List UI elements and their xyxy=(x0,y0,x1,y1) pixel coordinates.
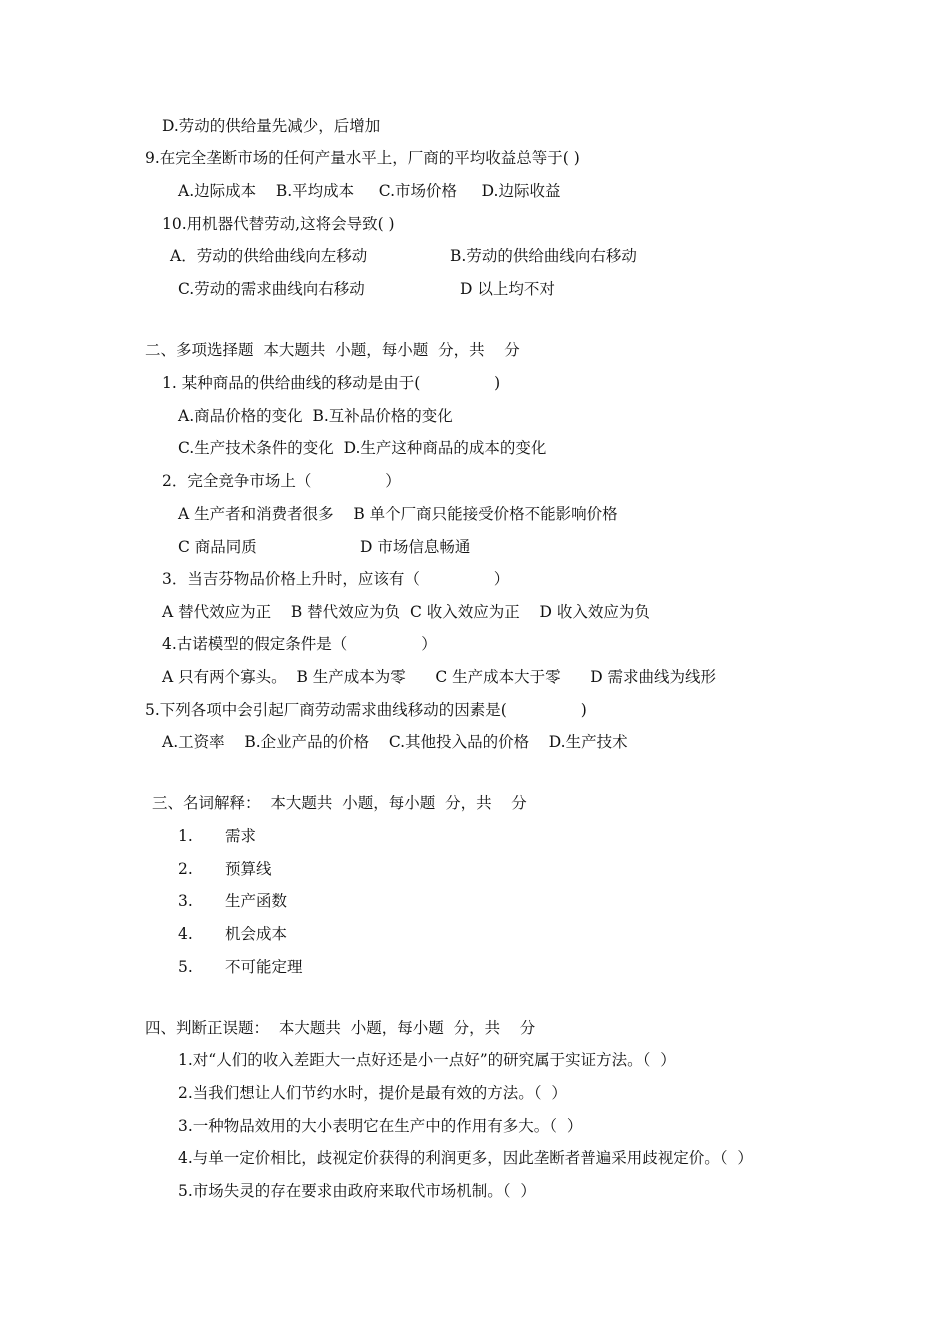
question-line: 1. 某种商品的供给曲线的移动是由于( ) xyxy=(162,374,501,392)
statement-line: 2.当我们想让人们节约水时，提价是最有效的方法。（ ） xyxy=(178,1084,567,1102)
term-number: 4. xyxy=(178,925,193,943)
option-line: D 市场信息畅通 xyxy=(360,538,471,556)
question-line: 3．当吉芬物品价格上升时，应该有（ ） xyxy=(162,570,510,588)
term-text: 不可能定理 xyxy=(225,958,303,976)
term-number: 1. xyxy=(178,827,193,845)
option-line: A 生产者和消费者很多 B 单个厂商只能接受价格不能影响价格 xyxy=(178,505,618,523)
question-line: 2．完全竞争市场上（ ） xyxy=(162,472,401,490)
option-line: A 替代效应为正 B 替代效应为负 C 收入效应为正 D 收入效应为负 xyxy=(162,603,650,621)
section-heading: 三、名词解释： 本大题共 小题，每小题 分，共 分 xyxy=(152,794,527,812)
statement-line: 1.对“人们的收入差距大一点好还是小一点好”的研究属于实证方法。（ ） xyxy=(178,1051,676,1069)
term-text: 机会成本 xyxy=(225,925,288,943)
term-number: 5. xyxy=(178,958,193,976)
section-heading: 二、多项选择题 本大题共 小题，每小题 分，共 分 xyxy=(145,341,520,359)
term-text: 预算线 xyxy=(225,860,272,878)
question-line: 9.在完全垄断市场的任何产量水平上，厂商的平均收益总等于( ) xyxy=(145,149,580,167)
option-line: B.劳动的供给曲线向右移动 xyxy=(450,247,637,265)
statement-line: 4.与单一定价相比，歧视定价获得的利润更多，因此垄断者普遍采用歧视定价。（ ） xyxy=(178,1149,753,1167)
option-line: C 商品同质 xyxy=(178,538,257,556)
statement-line: 3.一种物品效用的大小表明它在生产中的作用有多大。（ ） xyxy=(178,1117,583,1135)
option-line: D 以上均不对 xyxy=(460,280,555,298)
term-text: 生产函数 xyxy=(225,892,288,910)
term-text: 需求 xyxy=(225,827,257,845)
option-line: A 只有两个寡头。 B 生产成本为零 C 生产成本大于零 D 需求曲线为线形 xyxy=(162,668,717,686)
question-line: 5.下列各项中会引起厂商劳动需求曲线移动的因素是( ) xyxy=(145,701,587,719)
question-line: 4.古诺模型的假定条件是（ ） xyxy=(162,635,437,653)
option-line: A．劳动的供给曲线向左移动 xyxy=(170,247,368,265)
term-number: 3. xyxy=(178,892,193,910)
statement-line: 5.市场失灵的存在要求由政府来取代市场机制。（ ） xyxy=(178,1182,536,1200)
option-line: A.边际成本 B.平均成本 C.市场价格 D.边际收益 xyxy=(178,182,561,200)
section-heading: 四、判断正误题： 本大题共 小题，每小题 分，共 分 xyxy=(145,1019,536,1037)
option-line: C.生产技术条件的变化 D.生产这种商品的成本的变化 xyxy=(178,439,547,457)
term-number: 2. xyxy=(178,860,193,878)
option-line: A.工资率 B.企业产品的价格 C.其他投入品的价格 D.生产技术 xyxy=(162,733,628,751)
option-line: C.劳动的需求曲线向右移动 xyxy=(178,280,365,298)
option-line: D.劳动的供给量先减少，后增加 xyxy=(162,117,381,135)
question-line: 10.用机器代替劳动,这将会导致( ) xyxy=(162,215,395,233)
option-line: A.商品价格的变化 B.互补品价格的变化 xyxy=(178,407,453,425)
